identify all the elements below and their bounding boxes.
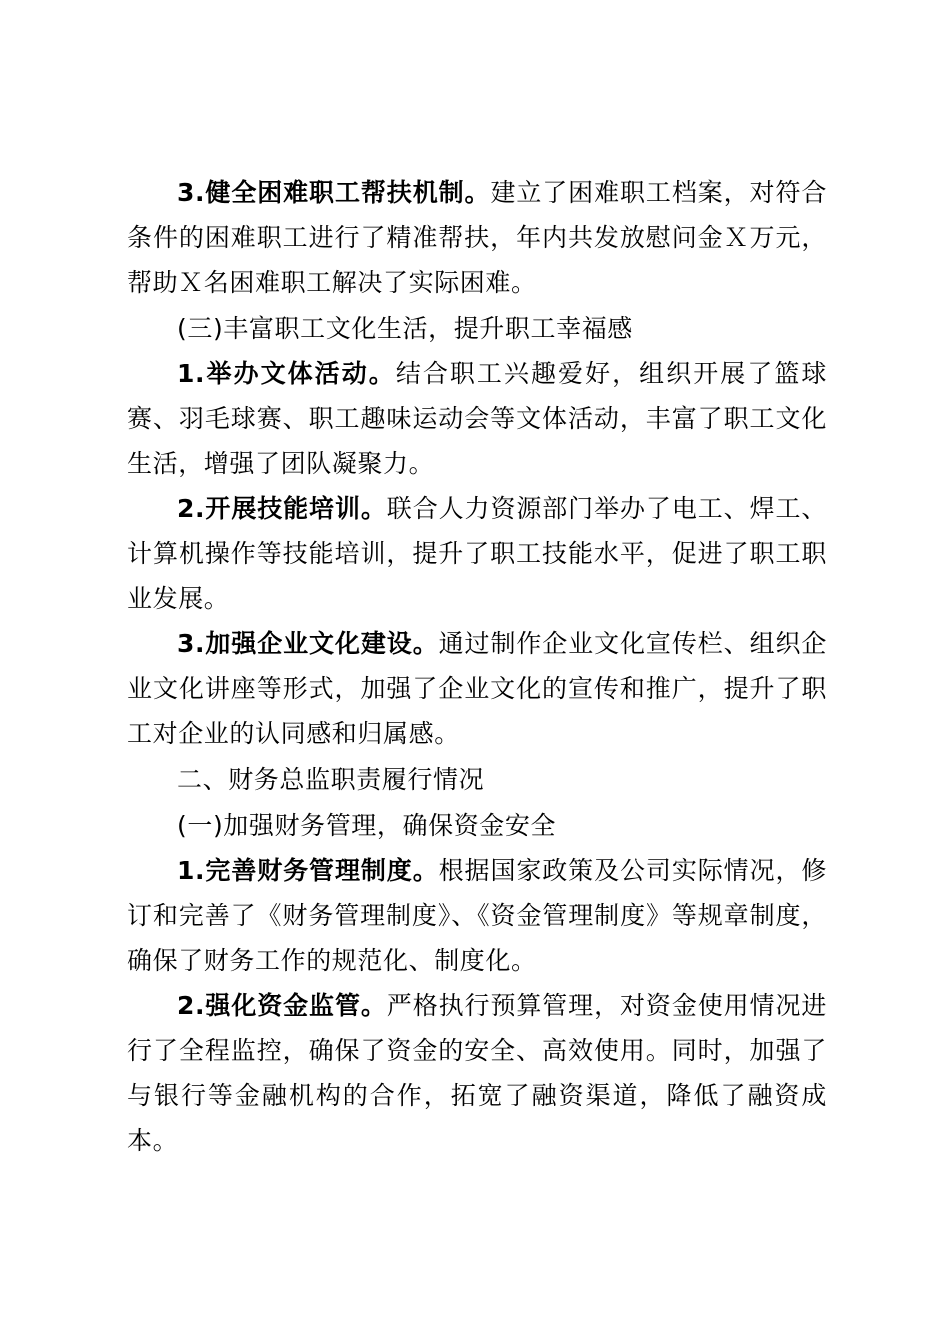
section-heading-culture: (三)丰富职工文化生活，提升职工幸福感 [177, 314, 633, 343]
section-heading-cfo-duties: 二、财务总监职责履行情况 [177, 765, 485, 794]
item-body: 结合职工兴趣爱好，组织开展了篮球赛、羽毛球赛、职工趣味运动会等文体活动，丰富了职工文化生活，增强了团队凝聚力。 [127, 359, 827, 478]
item-body: 根据国家政策及公司实际情况，修订和完善了《财务管理制度》、《资金管理制度》等规章制度，确保了财务工作的规范化、制度化。 [127, 856, 827, 975]
item-lead: 1.完善财务管理制度。 [177, 856, 439, 885]
paragraph-skills-training [127, 486, 827, 621]
item-body: 联合人力资源部门举办了电工、焊工、计算机操作等技能培训，提升了职工技能水平，促进了职工职业发展。 [127, 494, 827, 613]
paragraph-corporate-culture [127, 621, 827, 756]
paragraph-hardship-assistance [127, 170, 827, 305]
item-lead: 1.举办文体活动。 [177, 359, 396, 388]
paragraph-fund-supervision [127, 983, 827, 1163]
paragraph-sports-activities [127, 351, 827, 486]
section-heading-financial-management: (一)加强财务管理，确保资金安全 [177, 811, 557, 840]
paragraph-financial-rules [127, 848, 827, 983]
document-body [127, 170, 827, 1163]
item-body: 建立了困难职工档案，对符合条件的困难职工进行了精准帮扶，年内共发放慰问金Ｘ万元，帮助Ｘ名困难职工解决了实际困难。 [127, 178, 827, 297]
item-lead: 2.开展技能培训。 [177, 494, 387, 523]
item-lead: 3.加强企业文化建设。 [177, 629, 439, 658]
item-body: 通过制作企业文化宣传栏、组织企业文化讲座等形式，加强了企业文化的宣传和推广，提升了职工对企业的认同感和归属感。 [127, 629, 827, 748]
item-lead: 3.健全困难职工帮扶机制。 [177, 178, 491, 207]
item-lead: 2.强化资金监管。 [177, 991, 387, 1020]
item-body: 严格执行预算管理，对资金使用情况进行了全程监控，确保了资金的安全、高效使用。同时，加强了与银行等金融机构的合作，拓宽了融资渠道，降低了融资成本。 [127, 991, 827, 1155]
